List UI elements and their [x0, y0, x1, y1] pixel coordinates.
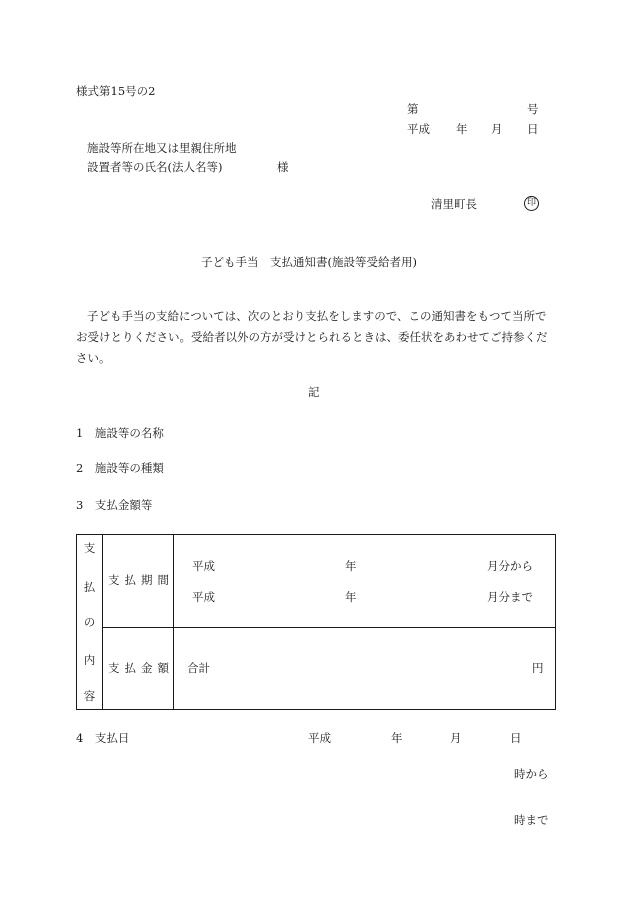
pay-date-month: 月	[450, 731, 462, 745]
seal-icon: 印	[524, 196, 539, 211]
form-number: 様式第15号の2	[76, 84, 156, 98]
doc-number-prefix: 第	[407, 102, 419, 116]
item-payment-amount: 3 支払金額等	[76, 498, 153, 512]
side-char: 払	[83, 580, 96, 594]
issuer: 清里町長	[431, 197, 477, 211]
date-year: 年	[456, 122, 468, 136]
pay-date-year: 年	[391, 731, 403, 745]
table-divider	[102, 535, 103, 709]
date-day: 日	[527, 122, 539, 136]
table-divider	[173, 535, 174, 709]
amount-total-label: 合計	[187, 661, 210, 675]
pay-time-from: 時から	[514, 767, 549, 781]
body-paragraph	[76, 306, 556, 369]
period-to-era: 平成	[192, 590, 215, 604]
item-facility-name: 1 施設等の名称	[76, 426, 164, 440]
period-to-suffix: 月分まで	[487, 590, 533, 604]
doc-number-suffix: 号	[527, 102, 539, 116]
recipient-name: 設置者等の氏名(法人名等)	[87, 160, 223, 174]
period-to-year: 年	[345, 590, 357, 604]
side-char: 支	[83, 541, 96, 555]
date-era: 平成	[407, 122, 430, 136]
body-text: 子ども手当の支給については、次のとおり支払をしますので、この通知書をもつて当所でお受けとりください。受給者以外の方が受けとられるときは、委任状をあわせてご持参ください。	[76, 309, 548, 365]
period-from-year: 年	[345, 559, 357, 573]
item-payment-date: 4 支払日	[76, 731, 130, 745]
payment-table	[76, 534, 556, 710]
side-char: の	[83, 615, 96, 629]
date-month: 月	[491, 122, 503, 136]
period-from-era: 平成	[192, 559, 215, 573]
amount-label: 支払金額	[108, 661, 174, 675]
item-facility-type: 2 施設等の種類	[76, 461, 164, 475]
period-label: 支払期間	[108, 573, 174, 587]
recipient-honorific: 様	[277, 160, 289, 174]
period-from-suffix: 月分から	[487, 559, 533, 573]
pay-time-to: 時まで	[514, 813, 549, 827]
recipient-address: 施設等所在地又は里親住所地	[87, 141, 237, 155]
table-divider	[102, 627, 555, 628]
side-char: 内	[83, 653, 96, 667]
amount-unit: 円	[532, 661, 544, 675]
ki-heading: 記	[308, 385, 320, 399]
pay-date-era: 平成	[308, 731, 331, 745]
pay-date-day: 日	[510, 731, 522, 745]
side-char: 容	[83, 689, 96, 703]
document-title: 子ども手当 支払通知書(施設等受給者用)	[201, 255, 417, 269]
